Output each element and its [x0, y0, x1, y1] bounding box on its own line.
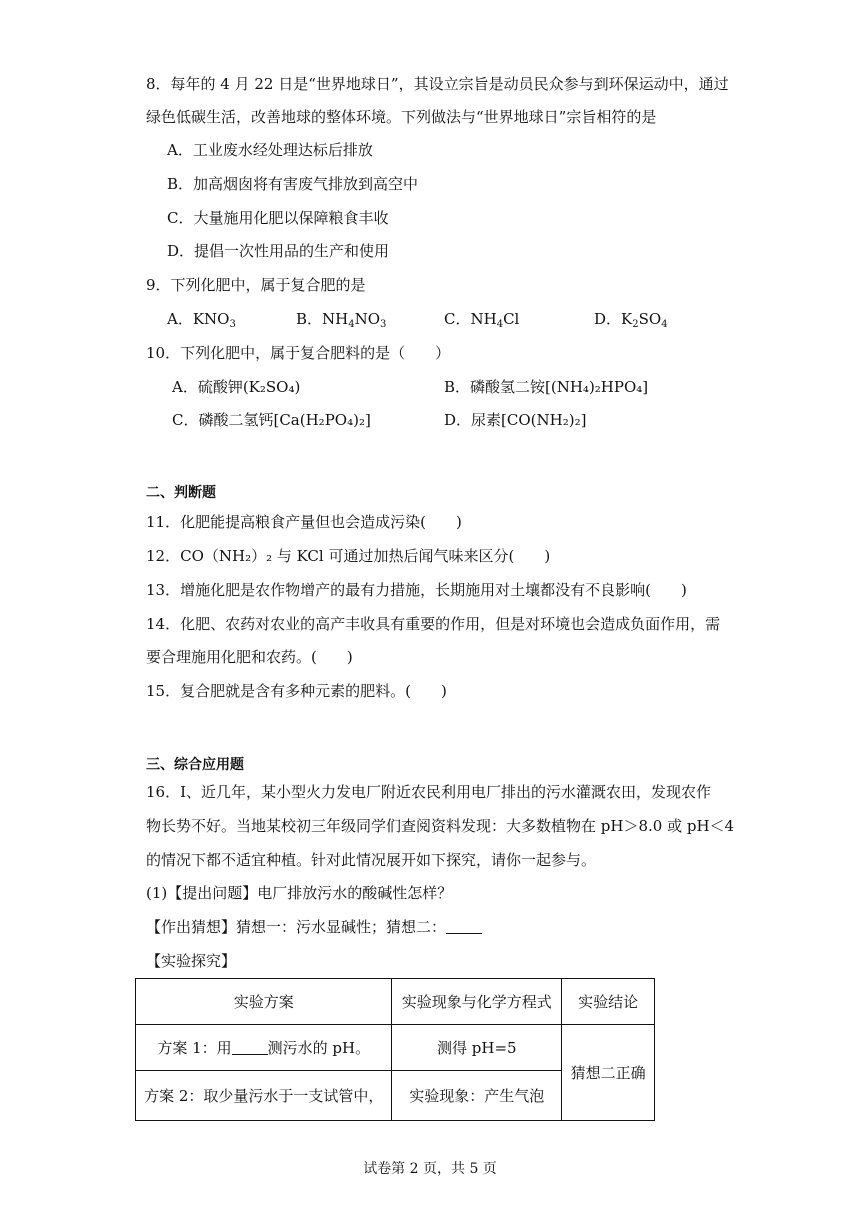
q13: 13．增施化肥是农作物增产的最有力措施，长期施用对土壤都没有不良影响( )	[146, 581, 687, 599]
answer-blank[interactable]	[446, 919, 482, 934]
table-header-phenomenon: 实验现象与化学方程式	[392, 979, 562, 1025]
table-row1-plan: 方案 1：用 测污水的 pH。	[136, 1025, 392, 1071]
q8-option-d: D．提倡一次性用品的生产和使用	[167, 242, 390, 260]
q10-stem: 10．下列化肥中，属于复合肥料的是（ ）	[146, 344, 451, 362]
page-footer: 试卷第 2 页，共 5 页	[363, 1161, 497, 1177]
q10-option-c: C．磷酸二氢钙[Ca(H₂PO₄)₂]	[172, 411, 371, 429]
q11: 11．化肥能提高粮食产量但也会造成污染( )	[146, 513, 462, 531]
q9-option-d: D．$K_2SO_4$	[594, 310, 668, 330]
q16-line3: 的情况下都不适宜种植。针对此情况展开如下探究，请你一起参与。	[146, 851, 597, 869]
q9-option-b: B．$NH_4NO_3$	[296, 310, 387, 330]
q8-option-a: A．工业废水经处理达标后排放	[167, 141, 373, 159]
q10-option-b: B．磷酸氢二铵[(NH₄)₂HPO₄]	[444, 378, 649, 396]
section-application-title: 三、综合应用题	[146, 757, 244, 773]
table-row2-phenomenon: 实验现象：产生气泡	[392, 1071, 562, 1121]
q12: 12．CO（NH₂）₂ 与 KCl 可通过加热后闻气味来区分( )	[146, 547, 551, 565]
q8-option-b: B．加高烟囱将有害废气排放到高空中	[167, 175, 419, 193]
table-header-conclusion: 实验结论	[562, 979, 655, 1025]
q8-stem-line1: 8．每年的 4 月 22 日是“世界地球日”，其设立宗旨是动员民众参与到环保运动中，通过	[146, 75, 729, 93]
q10-option-a: A．硫酸钾(K₂SO₄)	[172, 378, 301, 396]
q9-option-c: C．$NH_4Cl$	[444, 310, 520, 330]
q14-line1: 14．化肥、农药对农业的高产丰收具有重要的作用，但是对环境也会造成负面作用，需	[146, 615, 721, 633]
experiment-table	[135, 978, 655, 1121]
answer-blank[interactable]	[232, 1040, 268, 1055]
q16-guess: 【作出猜想】猜想一：污水显碱性；猜想二：	[146, 917, 482, 937]
q9-stem: 9．下列化肥中，属于复合肥的是	[146, 276, 366, 294]
q8-stem-line2: 绿色低碳生活，改善地球的整体环境。下列做法与“世界地球日”宗旨相符的是	[146, 108, 657, 126]
q16-line1: 16．Ⅰ、近几年，某小型火力发电厂附近农民利用电厂排出的污水灌溉农田，发现农作	[146, 783, 712, 801]
table-row1-phenomenon: 测得 pH=5	[392, 1025, 562, 1071]
q15: 15．复合肥就是含有多种元素的肥料。( )	[146, 682, 447, 700]
q16-line2: 物长势不好。当地某校初三年级同学们查阅资料发现：大多数植物在 pH＞8.0 或 pH＜4	[146, 817, 735, 835]
q14-line2: 要合理施用化肥和农药。( )	[146, 648, 353, 666]
q16-subquestion-1: (1)【提出问题】电厂排放污水的酸碱性怎样？	[146, 884, 453, 902]
table-header-plan: 实验方案	[136, 979, 392, 1025]
table-row2-plan: 方案 2：取少量污水于一支试管中，	[136, 1071, 392, 1121]
q9-option-a: A．$KNO_3$	[167, 310, 236, 330]
q10-option-d: D．尿素[CO(NH₂)₂]	[444, 411, 587, 429]
q16-explore: 【实验探究】	[146, 952, 237, 970]
q8-option-c: C．大量施用化肥以保障粮食丰收	[167, 209, 389, 227]
section-judgement-title: 二、判断题	[146, 485, 216, 501]
table-conclusion: 猜想二正确	[562, 1025, 655, 1121]
